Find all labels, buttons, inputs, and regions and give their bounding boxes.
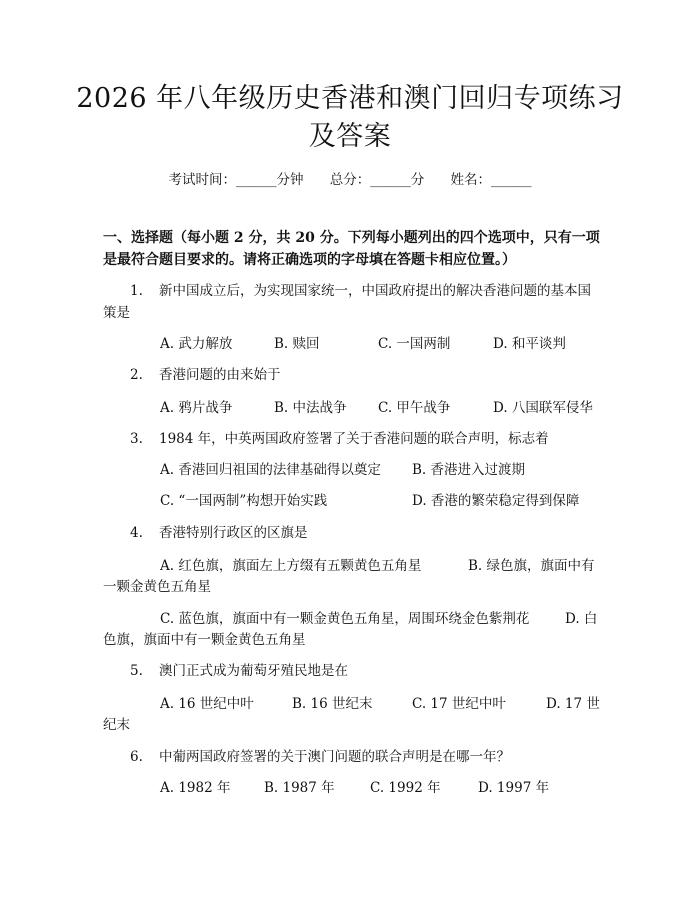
option-a[interactable]: A. 武力解放 <box>160 336 233 352</box>
option-b[interactable]: B. 赎回 <box>274 336 320 352</box>
question-number: 2. <box>130 367 143 383</box>
option-a[interactable]: A. 1982 年 <box>160 780 231 796</box>
option-d[interactable]: D. 17 世 <box>546 696 600 712</box>
option-a[interactable]: A. 红色旗，旗面左上方缀有五颗黄色五角星 <box>160 558 422 574</box>
option-c[interactable]: C. 17 世纪中叶 <box>412 696 506 712</box>
option-b[interactable]: B. 1987 年 <box>264 780 335 796</box>
option-c[interactable]: C. 1992 年 <box>370 780 441 796</box>
question-stem-cont: 策是 <box>103 305 130 321</box>
question-number: 5. <box>130 663 143 679</box>
question-stem: 香港特别行政区的区旗是 <box>159 525 308 541</box>
option-c[interactable]: C. 甲午战争 <box>378 400 451 416</box>
option-b[interactable]: B. 16 世纪末 <box>292 696 373 712</box>
page-title: 2026 年八年级历史香港和澳门回归专项练习 <box>76 83 624 114</box>
question-number: 1. <box>130 283 143 299</box>
option-b[interactable]: B. 香港进入过渡期 <box>412 462 526 478</box>
option-b-cont: 一颗金黄色五角星 <box>103 579 211 595</box>
option-d[interactable]: D. 和平谈判 <box>493 336 566 352</box>
student-name: 姓名：______ <box>450 172 532 188</box>
question-stem: 新中国成立后，为实现国家统一，中国政府提出的解决香港问题的基本国 <box>159 283 591 299</box>
option-c[interactable]: C. 蓝色旗，旗面中有一颗金黄色五角星，周围环绕金色紫荆花 <box>160 611 530 627</box>
question-stem: 澳门正式成为葡萄牙殖民地是在 <box>159 663 348 679</box>
question-number: 6. <box>130 749 143 765</box>
option-d[interactable]: D. 八国联军侵华 <box>493 400 593 416</box>
question-5 <box>130 660 348 682</box>
question-6 <box>130 746 510 768</box>
section-heading: 一、选择题（每小题 2 分，共 20 分。下列每小题列出的四个选项中，只有一项是最符合题目要求的。请将正确选项的字母填在答题卡相应位置。） <box>103 230 600 268</box>
option-d-cont: 色旗，旗面中有一颗金黄色五角星 <box>103 632 306 648</box>
option-a[interactable]: A. 16 世纪中叶 <box>160 696 254 712</box>
exam-meta <box>0 168 700 188</box>
question-stem: 中葡两国政府签署的关于澳门问题的联合声明是在哪一年？ <box>159 749 510 765</box>
option-d[interactable]: D. 1997 年 <box>478 780 550 796</box>
page-title-line2: 及答案 <box>308 121 392 152</box>
question-stem: 香港问题的由来始于 <box>159 367 281 383</box>
question-3 <box>130 428 549 450</box>
question-1 <box>130 280 591 302</box>
option-a[interactable]: A. 鸦片战争 <box>160 400 233 416</box>
option-a[interactable]: A. 香港回归祖国的法律基础得以奠定 <box>160 462 381 478</box>
question-number: 3. <box>130 431 143 447</box>
question-stem: 1984 年，中英两国政府签署了关于香港问题的联合声明，标志着 <box>159 431 549 447</box>
option-d[interactable]: D. 白 <box>565 611 598 627</box>
option-b[interactable]: B. 中法战争 <box>274 400 347 416</box>
option-d-cont: 纪末 <box>103 717 130 733</box>
question-4 <box>130 522 308 544</box>
exam-total-score: 总分：______分 <box>329 172 425 188</box>
option-c[interactable]: C. 一国两制 <box>378 336 451 352</box>
question-number: 4. <box>130 525 143 541</box>
option-d[interactable]: D. 香港的繁荣稳定得到保障 <box>412 493 580 509</box>
question-2 <box>130 364 281 386</box>
option-b[interactable]: B. 绿色旗，旗面中有 <box>468 558 595 574</box>
exam-time: 考试时间：______分钟 <box>168 172 304 188</box>
option-c[interactable]: C. “一国两制”构想开始实践 <box>160 493 328 509</box>
